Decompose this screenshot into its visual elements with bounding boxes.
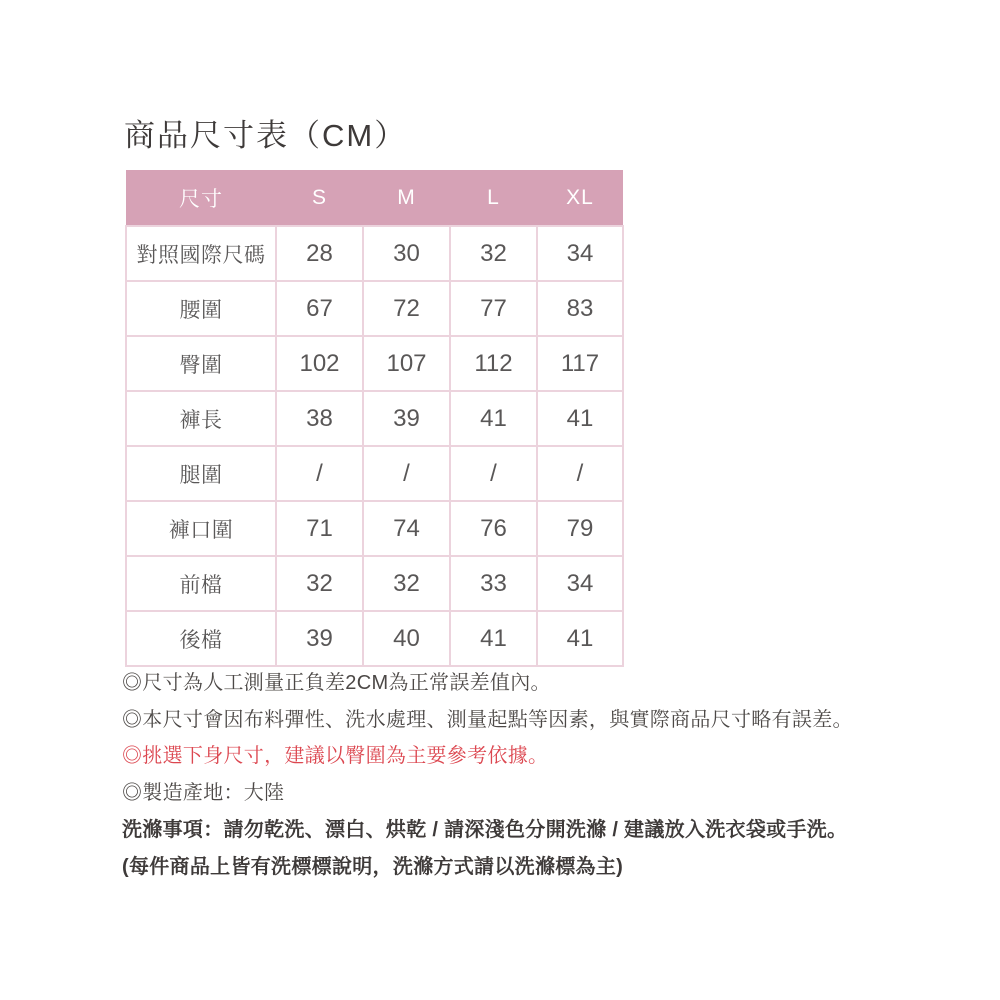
- size-value: 74: [363, 501, 450, 556]
- note-fabric-variance: ◎本尺寸會因布料彈性、洗水處理、測量起點等因素，與實際商品尺寸略有誤差。: [122, 708, 853, 731]
- table-row-international-size: [126, 226, 623, 281]
- size-value: 112: [450, 336, 537, 391]
- size-value: 32: [276, 556, 363, 611]
- header-col-l: L: [450, 170, 537, 226]
- row-label: 對照國際尺碼: [126, 226, 276, 281]
- size-value: /: [537, 446, 623, 501]
- size-value: 32: [363, 556, 450, 611]
- size-value: 30: [363, 226, 450, 281]
- row-label: 前檔: [126, 556, 276, 611]
- size-value: 32: [450, 226, 537, 281]
- size-value: 41: [450, 611, 537, 666]
- size-value: 102: [276, 336, 363, 391]
- size-value: /: [363, 446, 450, 501]
- size-value: 83: [537, 281, 623, 336]
- size-value: 71: [276, 501, 363, 556]
- size-value: 41: [450, 391, 537, 446]
- table-row-thigh: [126, 446, 623, 501]
- row-label: 後檔: [126, 611, 276, 666]
- row-label: 褲長: [126, 391, 276, 446]
- row-label: 腿圍: [126, 446, 276, 501]
- size-table: [125, 170, 624, 667]
- table-row-hip: [126, 336, 623, 391]
- size-value: 41: [537, 391, 623, 446]
- notes-section: [122, 665, 922, 885]
- size-value: 72: [363, 281, 450, 336]
- size-value: 34: [537, 226, 623, 281]
- size-value: 39: [363, 391, 450, 446]
- table-row-leg-opening: [126, 501, 623, 556]
- size-value: 117: [537, 336, 623, 391]
- row-label: 褲口圍: [126, 501, 276, 556]
- size-value: 67: [276, 281, 363, 336]
- size-value: 77: [450, 281, 537, 336]
- note-origin: ◎製造產地：大陸: [122, 782, 285, 805]
- size-value: 38: [276, 391, 363, 446]
- note-hip-reference: ◎挑選下身尺寸，建議以臀圍為主要參考依據。: [122, 745, 549, 768]
- note-washing-instructions: 洗滌事項：請勿乾洗、漂白、烘乾 / 請深淺色分開洗滌 / 建議放入洗衣袋或手洗。: [122, 818, 848, 841]
- header-col-m: M: [363, 170, 450, 226]
- note-wash-label-notice: (每件商品上皆有洗標標說明，洗滌方式請以洗滌標為主): [122, 855, 624, 878]
- row-label: 腰圍: [126, 281, 276, 336]
- size-value: /: [276, 446, 363, 501]
- size-value: 39: [276, 611, 363, 666]
- row-label: 臀圍: [126, 336, 276, 391]
- size-value: 28: [276, 226, 363, 281]
- size-value: 40: [363, 611, 450, 666]
- size-table-header-row: [126, 170, 623, 226]
- table-row-back-rise: [126, 611, 623, 666]
- table-row-pants-length: [126, 391, 623, 446]
- size-value: 33: [450, 556, 537, 611]
- header-corner-label: 尺寸: [126, 170, 276, 226]
- size-value: 41: [537, 611, 623, 666]
- size-value: 76: [450, 501, 537, 556]
- size-value: 107: [363, 336, 450, 391]
- page-title: 商品尺寸表（CM）: [124, 118, 408, 153]
- size-value: 34: [537, 556, 623, 611]
- header-col-xl: XL: [537, 170, 623, 226]
- size-value: 79: [537, 501, 623, 556]
- header-col-s: S: [276, 170, 363, 226]
- note-measure-tolerance: ◎尺寸為人工測量正負差2CM為正常誤差值內。: [122, 672, 551, 694]
- size-value: /: [450, 446, 537, 501]
- table-row-waist: [126, 281, 623, 336]
- table-row-front-rise: [126, 556, 623, 611]
